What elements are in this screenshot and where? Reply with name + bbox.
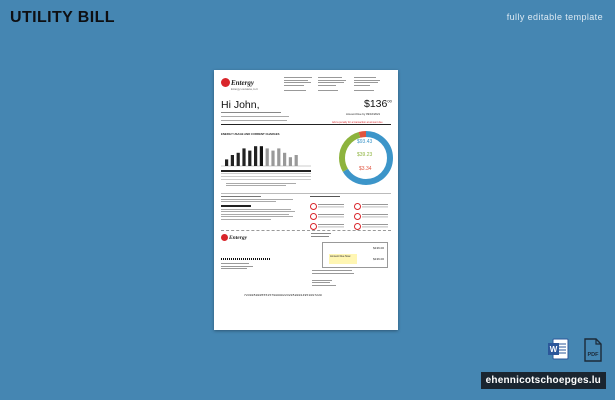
- contact-icon: [354, 213, 361, 220]
- brand-name: Entergy: [231, 79, 254, 87]
- late-payment-note: Add a penalty for a transaction at amount due: [332, 121, 383, 124]
- stub-brand: Entergy: [229, 235, 248, 241]
- svg-text:W: W: [549, 345, 558, 354]
- charges-donut-chart: [336, 128, 396, 188]
- amount-due: [364, 98, 392, 110]
- mid-divider: [221, 193, 391, 194]
- contact-icon-grid: [310, 203, 392, 233]
- notice-text-block: [221, 196, 301, 220]
- account-line: [221, 116, 289, 117]
- donut-other-value: $3.34: [359, 166, 372, 172]
- amount-due-box-label: Amount Due Now: [330, 255, 351, 258]
- usage-bar: [295, 155, 298, 166]
- stub-divider: [221, 230, 391, 232]
- contact-icon: [354, 203, 361, 210]
- usage-bar-chart: [221, 140, 311, 168]
- contact-icon: [310, 223, 317, 230]
- amount-due-label: Amount Due by 09/16/2021: [346, 112, 381, 116]
- contact-text: [318, 204, 344, 205]
- pdf-icon-label: PDF: [587, 352, 599, 358]
- contact-icon: [310, 213, 317, 220]
- customer-barcode-block: [221, 258, 271, 269]
- pdf-file-icon: [583, 338, 601, 360]
- address-block-2: [318, 77, 348, 91]
- page-subtitle: fully editable template: [506, 12, 603, 22]
- page-title: UTILITY BILL: [10, 9, 115, 26]
- usage-bar: [266, 148, 269, 166]
- bill-date-line: [221, 120, 287, 121]
- usage-bar: [242, 148, 245, 166]
- contact-text: [318, 214, 344, 215]
- usage-bar: [225, 159, 228, 166]
- bill-document: [214, 70, 398, 330]
- usage-bar: [231, 155, 234, 166]
- donut-energy-value: $93.43: [357, 139, 373, 145]
- brand-subtitle: Entergy Louisiana, LLC: [231, 88, 258, 91]
- contact-text: [362, 214, 388, 215]
- contact-section: [310, 196, 392, 203]
- word-doc-icon: [548, 338, 566, 360]
- usage-bar: [237, 153, 240, 166]
- usage-bar: [248, 151, 251, 166]
- contact-icon: [354, 223, 361, 230]
- remit-address: [312, 270, 354, 286]
- usage-bar: [283, 153, 286, 166]
- stub-amount-2: $136.00: [373, 257, 384, 261]
- logo-mark: [221, 78, 230, 87]
- stub-logo-mark: [221, 234, 228, 241]
- greeting-line: [221, 112, 281, 113]
- usage-section-title: ENERGY USAGE AND CURRENT CHARGES: [221, 132, 280, 136]
- stub-fields: [311, 233, 331, 238]
- contact-text: [318, 224, 344, 225]
- amount-value: $136: [364, 98, 388, 110]
- donut-fixed-value: $39.23: [357, 152, 373, 158]
- contact-icon: [310, 203, 317, 210]
- usage-bar: [260, 146, 263, 166]
- usage-bar: [271, 151, 274, 166]
- address-block-1: [284, 77, 314, 91]
- amount-due-box: [322, 242, 388, 268]
- stub-amount-1: $136.00: [373, 246, 384, 250]
- amount-cents: 00: [387, 98, 392, 104]
- customer-greeting: Hi John,: [221, 99, 260, 111]
- usage-bar: [277, 148, 280, 166]
- info-note: [226, 183, 306, 186]
- contact-text: [362, 204, 388, 205]
- usage-bar: [254, 146, 257, 166]
- contact-text: [362, 224, 388, 225]
- usage-table: [221, 170, 311, 180]
- usage-bar: [289, 157, 292, 166]
- scan-line-barcode: 7230050005551579800022320580014951097220: [244, 294, 323, 297]
- website-watermark: ehennicotschoepges.lu: [481, 372, 606, 389]
- header-divider: [221, 124, 391, 125]
- address-block-3: [354, 77, 384, 91]
